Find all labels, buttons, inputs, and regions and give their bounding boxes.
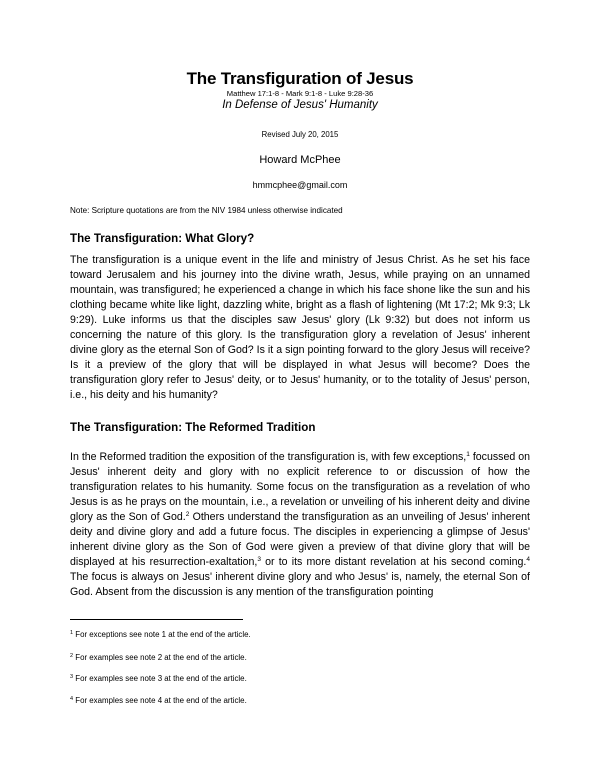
footnote-text: For examples see note 2 at the end of the article.: [73, 653, 247, 662]
footnote-number: 3: [70, 674, 74, 680]
author-email: hmmcphee@gmail.com: [252, 180, 348, 190]
scripture-references: Matthew 17:1-8 - Mark 9:1-8 - Luke 9:28-36: [226, 89, 374, 98]
footnote-ref-2[interactable]: 2: [185, 511, 190, 518]
paragraph-text: or to its more distant revelation at his second coming.: [261, 556, 527, 568]
footnote-text: For examples see note 4 at the end of the article.: [73, 696, 247, 705]
footnote-text: For examples see note 3 at the end of the article.: [73, 674, 247, 683]
footnote-number: 4: [70, 696, 74, 702]
section-heading-what-glory: The Transfiguration: What Glory?: [70, 232, 255, 245]
footnote-3: [70, 674, 530, 683]
footnote-divider: [70, 619, 243, 620]
paragraph-text: In the Reformed tradition the exposition of the transfiguration is, with few exceptions,: [70, 451, 467, 463]
footnote-2: [70, 653, 530, 662]
article-subtitle: In Defense of Jesus' Humanity: [222, 99, 378, 111]
section-heading-reformed-tradition: The Transfiguration: The Reformed Tradition: [70, 421, 316, 434]
footnote-text: For exceptions see note 1 at the end of the article.: [73, 630, 251, 639]
author-name: Howard McPhee: [259, 154, 341, 166]
paragraph-text: Others understand the transfiguration as an unveiling of Jesus' inherent deity and divine glory and add a future focus. The disciples in experiencing a glimpse of Jesus' inherent divine glory as the Son of God were given a preview of that divine glory that will be displayed at his resurrection-exaltation,: [70, 511, 531, 568]
section-paragraph-what-glory: The transfiguration is a unique event in the life and ministry of Jesus Christ. As he set his face toward Jerusalem and his journey into the divine wrath, Jesus, while praying on an unnamed mountain, was transfigured; he experienced a change in which his face shone like the sun and his clothing became white like light, dazzling white, bright as a flash of lightening (Mt 17:2; Mk 9:3; Lk 9:29). Luke informs us that the disciples saw Jesus' glory (Lk 9:32) but does not inform us concerning the nature of this glory. Is the transfiguration glory a revelation of Jesus' inherent divine glory as the eternal Son of God? Is it a sign pointing forward to the glory Jesus will receive? Is it a preview of the glory that will be displayed in what Jesus will become? Does the transfiguration glory refer to Jesus' deity, or to Jesus' humanity, or to the totality of Jesus' person, i.e., his deity and his humanity?: [70, 254, 530, 401]
section-paragraph-reformed-tradition: [70, 450, 530, 600]
article-title: The Transfiguration of Jesus: [186, 69, 414, 88]
footnote-1: [70, 630, 530, 639]
scripture-note: Note: Scripture quotations are from the NIV 1984 unless otherwise indicated: [70, 206, 343, 215]
footnote-ref-4[interactable]: 4: [526, 556, 530, 563]
footnote-4: [70, 696, 530, 705]
paragraph-text: focussed on Jesus' inherent deity and glory with no explicit reference to or discussion of how the transfiguration relates to his humanity. Some focus on the transfiguration as a revelation of who Jesus is as he prays on the mountain, i.e., a revelation or unveiling of his inherent deity and divine glory as the Son of God.: [70, 451, 530, 523]
footnote-ref-1[interactable]: 1: [466, 451, 470, 458]
paragraph-text: The focus is always on Jesus' inherent divine glory and who Jesus' is, namely, the eternal Son of God. Absent from the discussion is any mention of the transfiguration pointing: [70, 571, 530, 598]
footnote-number: 2: [70, 653, 74, 659]
revision-date: Revised July 20, 2015: [261, 130, 339, 139]
document-page: [70, 0, 530, 776]
footnote-ref-3[interactable]: 3: [257, 556, 261, 563]
footnote-number: 1: [70, 630, 74, 636]
